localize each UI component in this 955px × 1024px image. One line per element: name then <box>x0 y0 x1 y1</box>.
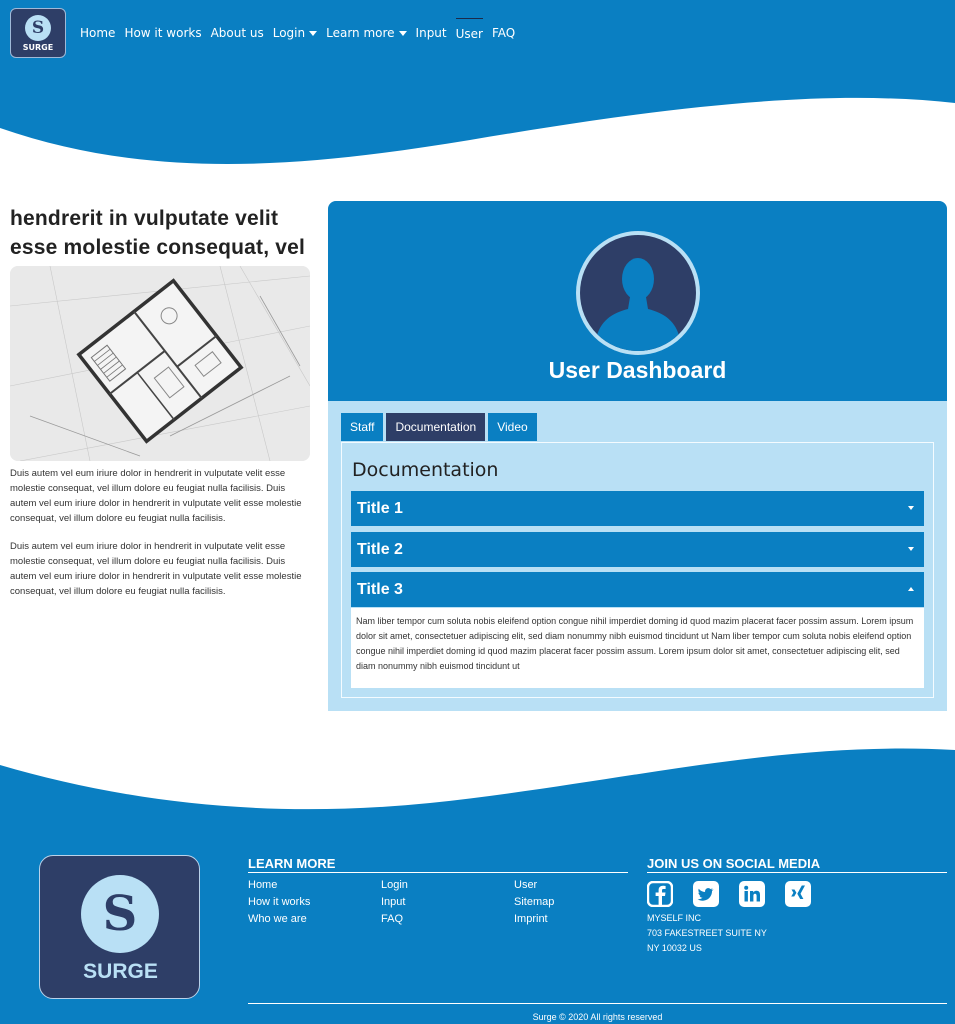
address-line-2: 703 FAKESTREET SUITE NY <box>647 928 767 938</box>
user-dashboard <box>328 201 947 711</box>
dashboard-header <box>328 201 947 401</box>
caret-down-icon <box>399 31 407 36</box>
tab-video[interactable]: Video <box>488 413 536 441</box>
chevron-down-icon <box>908 506 914 510</box>
logo-letter: S <box>25 15 51 41</box>
panel-heading: Documentation <box>352 459 499 481</box>
nav-login[interactable] <box>273 24 317 43</box>
footer-link-how-it-works[interactable]: How it works <box>248 896 311 908</box>
site-header <box>0 0 955 175</box>
accordion-item-title-2[interactable] <box>351 532 924 567</box>
nav-input[interactable]: Input <box>415 26 447 40</box>
xing-icon[interactable] <box>785 881 811 907</box>
article <box>10 204 310 599</box>
nav-home[interactable]: Home <box>80 26 116 40</box>
blueprint-image <box>10 266 310 461</box>
site-footer <box>0 735 955 1024</box>
logo-text: SURGE <box>22 42 54 52</box>
documentation-panel <box>341 442 934 698</box>
article-heading: hendrerit in vulputate velit esse molestie consequat, vel <box>10 207 306 259</box>
address-line-3: NY 10032 US <box>647 943 702 953</box>
nav-learn-more[interactable] <box>326 24 406 43</box>
facebook-icon[interactable] <box>647 881 673 907</box>
company-address <box>647 911 947 956</box>
user-silhouette-icon <box>580 235 696 351</box>
avatar <box>576 231 700 355</box>
article-paragraph-1: Duis autem vel eum iriure dolor in hendrerit in vulputate velit esse molestie consequat, vel illum dolore eu feugiat nulla facilisis. Duis autem vel eum iriure dolor in hendrerit in vulputate velit esse molestie consequat, vel illum dolore eu feugiat nulla facilisis. <box>10 468 302 524</box>
address-line-1: MYSELF INC <box>647 913 702 923</box>
footer-link-home[interactable]: Home <box>248 879 278 891</box>
accordion-body: Nam liber tempor cum soluta nobis eleifend option congue nihil imperdiet doming id quod mazim placerat facer possim assum. Lorem ipsum dolor sit amet, consectetuer adipiscing elit, sed diam nonummy nibh euismod tincidunt ut Nam liber tempor cum soluta nobis eleifend option congue nihil imperdiet doming id quod mazim placerat facer possim assum. Lorem ipsum dolor sit amet, consectetuer adipiscing elit, sed diam nonummy nibh euismod tincidunt ut <box>351 608 924 688</box>
dashboard-tabs <box>341 413 540 441</box>
footer-logo-text: SURGE <box>83 960 158 983</box>
nav-login-label: Login <box>272 26 306 40</box>
footer-link-user[interactable]: User <box>514 879 538 891</box>
accordion-title: Title 2 <box>357 541 403 558</box>
footer-link-who-we-are[interactable]: Who we are <box>248 913 307 925</box>
nav-about-us[interactable]: About us <box>210 26 264 40</box>
nav-learn-more-label: Learn more <box>326 26 395 40</box>
nav-how-it-works[interactable]: How it works <box>124 26 202 40</box>
nav-faq[interactable]: FAQ <box>491 26 516 40</box>
nav-user[interactable]: User <box>456 18 483 43</box>
social-heading: JOIN US ON SOCIAL MEDIA <box>647 856 947 873</box>
caret-down-icon <box>309 31 317 36</box>
accordion-title: Title 3 <box>357 581 403 598</box>
footer-logo[interactable] <box>39 855 200 999</box>
accordion-item-title-3[interactable] <box>351 572 924 607</box>
main-nav <box>10 8 524 58</box>
footer-logo-letter: S <box>81 875 159 953</box>
accordion-title: Title 1 <box>357 500 403 517</box>
chevron-down-icon <box>908 547 914 551</box>
dashboard-title: User Dashboard <box>548 357 727 383</box>
brand-logo[interactable] <box>10 8 66 58</box>
footer-learn-more <box>248 856 628 928</box>
accordion-item-title-1[interactable] <box>351 491 924 526</box>
footer-social <box>647 856 947 956</box>
tab-staff[interactable]: Staff <box>341 413 383 441</box>
footer-link-faq[interactable]: FAQ <box>381 913 404 925</box>
tab-documentation[interactable]: Documentation <box>386 413 485 441</box>
copyright: Surge © 2020 All rights reserved <box>532 1012 663 1022</box>
footer-link-input[interactable]: Input <box>381 896 406 908</box>
footer-link-imprint[interactable]: Imprint <box>514 913 548 925</box>
twitter-icon[interactable] <box>693 881 719 907</box>
learn-more-heading: LEARN MORE <box>248 856 628 873</box>
footer-divider <box>248 1003 947 1004</box>
linkedin-icon[interactable] <box>739 881 765 907</box>
footer-link-sitemap[interactable]: Sitemap <box>514 896 555 908</box>
footer-link-login[interactable]: Login <box>381 879 408 891</box>
article-paragraph-2: Duis autem vel eum iriure dolor in hendrerit in vulputate velit esse molestie consequat, vel illum dolore eu feugiat nulla facilisis. Duis autem vel eum iriure dolor in hendrerit in vulputate velit esse molestie consequat, vel illum dolore eu feugiat nulla facilisis. <box>10 541 302 597</box>
chevron-up-icon <box>908 587 914 591</box>
